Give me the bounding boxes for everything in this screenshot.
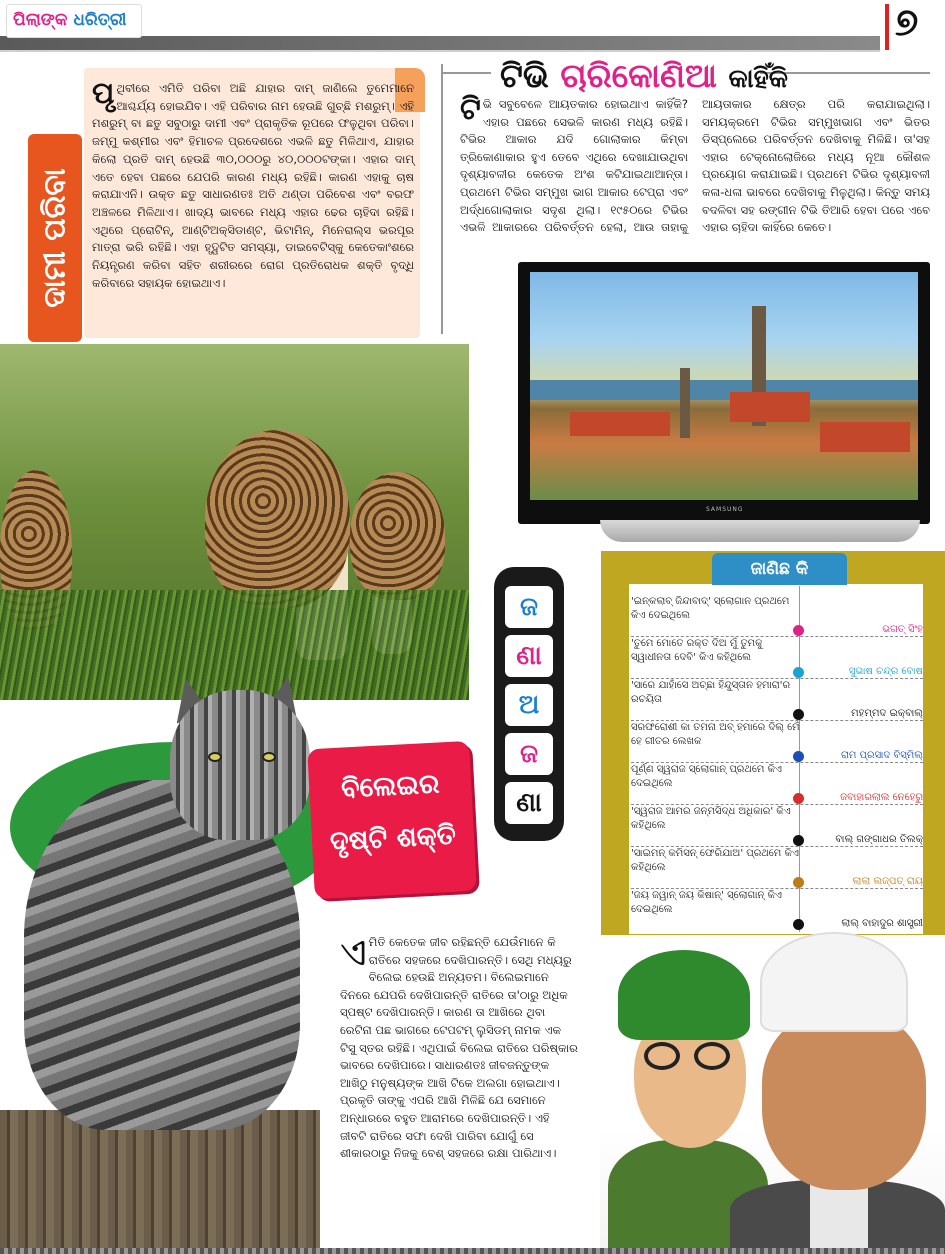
quiz-question: 'ଜୟ ଜୱାନ୍ ଜୟ କିଷାନ୍' ସ୍ଲୋଗାନ୍ କିଏ ଦେଇଥିଲେ (631, 890, 782, 915)
mushroom-cap (350, 472, 445, 600)
tv-screen (530, 272, 918, 500)
cat-article-body: ମିତି କେତେକ ଜୀବ ରହିଛନ୍ତି ଯେଉଁମାନେ କି ରାତିରେ ସହଜରେ ଦେଖିପାରନ୍ତି। ସେଥି ମଧ୍ୟରୁ ବିଲେଇ ହେଉଛି ଅନ୍ୟତମ। ବିଲେଇମାନେ ଦିନରେ ଯେପରି ଦେଖିପାରନ୍ତି ରାତିରେ ତା'ଠାରୁ ଅଧିକ ସ୍ପଷ୍ଟ ଦେଖିପାରନ୍ତି। କାରଣ ତା ଆଖିରେ ଥିବା ରେଟିନା ପଛ ଭାଗରେ ଟେପଟମ୍ ଲୁସିଡମ୍ ନାମକ ଏକ ଟିସୁ ସ୍ତର ରହିଛି। ଏଥିପାଇଁ ବିଲେଇ ରାତିରେ ପରିଷ୍କାର ଭାବରେ ଦେଖିପାରେ। ସାଧାରଣତଃ ଜୀବଜନ୍ତୁଙ୍କ ଆଖିଠୁ ମନୁଷ୍ୟଙ୍କ ଆଖି ଟିକେ ଅଲଗା ହୋଇଥାଏ। ପ୍ରକୃତି ତାଙ୍କୁ ଏପରି ଆଖି ମିଳିଛି ଯେ ସେମାନେ ଅନ୍ଧାରରେ ବହୁତ ଆରାମରେ ଦେଖିପାରନ୍ତି। ଏହି ଜୀବଟି ରାତିରେ ସଫା ଦେଖି ପାରିବା ଯୋଗୁଁ ସେ ଶୀକାରଠାରୁ ନିଜକୁ ବେଶ୍ ସହଜରେ ରକ୍ଷା ପାରିଥାଏ। (340, 935, 578, 1161)
quiz-dot (793, 835, 804, 846)
tv-dropcap: ଟି (460, 92, 481, 127)
glasses-icon (644, 1042, 680, 1070)
quiz-answer: ମହମ୍ମଦ ଇକ୍‌ବାଲ୍ (851, 708, 923, 719)
tv-article-title (500, 56, 788, 96)
masthead-logo (6, 4, 142, 38)
mushroom-photo (0, 344, 469, 700)
tv-title-part3: କାହିଁକି (728, 64, 789, 94)
header-bar (0, 36, 880, 50)
page-number: ୭ (895, 0, 919, 44)
tv-brand: SAMSUNG (706, 506, 744, 513)
game-letter-cell: ଜ (505, 586, 553, 628)
quiz-answer: ସୁଭାଷ ଚନ୍ଦ୍ର ବୋଷ (848, 666, 923, 677)
cat-article-title (307, 741, 477, 899)
quiz-question: 'ତୁମେ ମୋତେ ରକ୍ତ ଦିଅ ମୁଁ ତୁମକୁ ସ୍ୱାଧୀନତା ଦେବି' କିଏ କହିଥିଲେ (631, 638, 763, 663)
quiz-question: 'ଇନ୍‌କଲାବ୍ ଜିନ୍ଦାବାଦ୍' ସ୍ଲୋଗାନ ପ୍ରଥମେ କିଏ ଦେଇଥିଲେ (631, 596, 790, 621)
game-letter-cell: ଅ (505, 684, 553, 726)
tv-stand (600, 520, 920, 542)
quiz-answer: ଲାଲା ଲଜ୍‌ପତ୍ ରାୟ (852, 876, 923, 887)
quiz-question: ପୂର୍ଣ୍ଣ ସ୍ୱରାଜ ସ୍ଲୋଗାନ୍ ପ୍ରଥମେ କିଏ ଦେଇଥିଲେ (631, 764, 782, 789)
section-label-text: ଦାମୀ ପରିବା (37, 168, 73, 308)
quiz-answer: ଜବାହାରଲାଲ ନେହେରୁ (840, 792, 923, 803)
mushroom-article-body: ଥିବୀରେ ଏମିତି ପରିବା ଅଛି ଯାହାର ଦାମ୍ ଜାଣିଲେ ତୁମେମାନେ ଆଶ୍ଚର୍ଯ୍ୟ ହୋଇଯିବ। ଏହି ପରିବାର ନାମ ହେଉଛି ଗୁଚ୍ଛି ମଶରୁମ୍। ଏହି ମଶରୁମ୍ ବା ଛତୁ ସବୁଠାରୁ ଦାମୀ ଏବଂ ପ୍ରାକୃତିକ ରୂପରେ ଫଳୁଥିବା ପରିବା। ଜମ୍ମୁ କଶ୍ମୀର ଏବଂ ହିମାଚଳ ପ୍ରଦେଶରେ ଏଭଳି ଛତୁ ମିଳିଥାଏ, ଯାହାର କିଲୋ ପ୍ରତି ଦାମ୍ ହେଉଛି ୩୦,୦୦୦ରୁ ୪୦,୦୦୦ଟଙ୍କା। ଏହାର ଦାମ୍ ଏତେ ହେବା ପଛରେ ଯେପରି କାରଣ ମଧ୍ୟ ରହିଛି। କାରଣ ଏହାକୁ ଚାଷ କରାଯାଏନି। ଉକ୍ତ ଛତୁ ସାଧାରଣତଃ ଅତି ଥଣ୍ଡା ପରିବେଶ ଏବଂ ବରଫ ଅଞ୍ଚଳରେ ମିଳିଥାଏ। ଖାଦ୍ୟ ଭାବରେ ମଧ୍ୟ ଏହାର ଢେର ଚାହିଦା ରହିଛି। ଏଥିରେ ପ୍ରୋଟିନ୍, ଆଣ୍ଟିଅକ୍ସିଡାଣ୍ଟ, ଭିଟାମିନ୍, ମିନେରାଲ୍ସ ଭରପୂର ମାତ୍ରା ଭରି ରହିଛି। ଏହା ହୃଦ୍ଘଟିତ ସମସ୍ୟା, ଡାଇବେଟିସ୍‌କୁ କେତେକାଂଶରେ ନିୟନ୍ତ୍ରଣ କରିବା ସହିତ ଶରୀରରେ ରୋଗ ପ୍ରତିରୋଧକ ଶକ୍ତି ବୃଦ୍ଧି କରିବାରେ ସହାୟକ ହୋଇଥାଏ। (92, 81, 414, 290)
tv-tower (680, 368, 690, 438)
mushroom-dropcap: ପୃ (92, 76, 115, 111)
game-letter-cell: ଣା (505, 782, 553, 824)
shastri-face (762, 1012, 926, 1190)
tv-roof (820, 422, 910, 452)
tv-frame-line (441, 72, 491, 74)
shastri-cap (760, 932, 908, 1032)
quiz-dot (793, 919, 804, 930)
quiz-dot (793, 793, 804, 804)
quiz-dot (793, 709, 804, 720)
quiz-dot (793, 667, 804, 678)
quiz-answer: ରାମ ପ୍ରସାଦ ବିସ୍‌ମିଲ୍ (840, 750, 923, 761)
glasses-icon (694, 1042, 730, 1070)
cat-title-line1: ବିଲେଇର (340, 768, 441, 805)
game-letter-cell: ଜ (505, 733, 553, 775)
bose-cap (618, 950, 750, 1040)
mushroom-article-text (92, 76, 414, 292)
grass (0, 590, 469, 700)
quiz-question: ସରଫରୋଶୀ କା ତମନା ଅବ୍ ହମାରେ ଦିଲ୍ ମେଁ ହେ ଗୀତର ଲେଖକ (631, 722, 800, 747)
tv-roof (570, 412, 670, 436)
shastri-shirt (810, 1180, 868, 1254)
quiz-dot (793, 877, 804, 888)
tv-frame-line (441, 64, 443, 334)
mushroom-cap (205, 430, 350, 608)
masthead-part2: ଧରିତ୍ରୀ (73, 10, 127, 30)
tv-article-body: ଭି ସବୁବେଳେ ଆୟତକାର ହୋଇଥାଏ କାହିଁକି? ଏହାର ପଛରେ ସେଭଳି କାରଣ ମଧ୍ୟ ରହିଛି। ଟିଭିର ଆକାର ଯଦି ଗୋଲାକାର କିମ୍ବା ତ୍ରିକୋଣାକାର ହୁଏ ତେବେ ଏଥିରେ ଦେଖାଯାଉଥିବା ଦୃଶ୍ୟାବଳୀର କେତେକ ଅଂଶ କଟିଯାଇଥାଆନ୍ତା। ପ୍ରଥମେ ଟିଭିର ସମ୍ମୁଖ ଭାଗ ଆକାର ଟେପ୍ରା ଏବଂ ଅର୍ଦ୍ଧଗୋଲାକାର ସଦୃଶ ଥିଲା। ୧୯୫୦ରେ ଟିଭିର ଏଭଳି ଆକାରରେ ପରିବର୍ତ୍ତନ ହେଲା, ଆଉ ତାହାକୁ ଆୟତାକାର କ୍ଷେତ୍ର ପରି କରାଯାଇଥିଲା। ସମୟକ୍ରମେ ଟିଭିର ସମ୍ମୁଖଭାଗ ଏବଂ ଭିତର ଡିସ୍‌ପ୍ଲେରେ ପରିବର୍ତ୍ତନ ଦେଖିବାକୁ ମିଳିଛି। ତା'ସହ ଏହାର ଟେକ୍ନୋଲୋଜିରେ ମଧ୍ୟ ନୂଆ କୌଶଳ ପ୍ରୟୋଗ କରାଯାଇଛି। ପ୍ରଥମେ ଟିଭିର ଦୃଶ୍ୟାବଳୀ କଳା-ଧଳା ଭାବରେ ଦେଖିବାକୁ ମିଳୁଥିଲା। କିନ୍ତୁ ସମୟ ବଦଳିବା ସହ ରଙ୍ଗୀନ ଟିଭି ତିଆରି ହେବା ପରେ ଏବେ ଏହାର ଚାହିଦା କାହିଁରେ କେତେ। (460, 97, 930, 235)
tv-title-part2: ଚାରିକୋଣିଆ (560, 56, 717, 95)
cat-eye (262, 752, 276, 762)
cat-head (170, 690, 310, 840)
cat-eye (208, 752, 222, 762)
footer-bar (0, 1248, 945, 1254)
tv-title-part1: ଟିଭି (500, 56, 549, 95)
page-number-divider (885, 4, 889, 50)
cat-title-line2: ଦୃଷ୍ଟି ଶକ୍ତି (329, 819, 457, 858)
quiz-answer: ଲାଲ୍ ବାହାଦୁର ଶାସ୍ତ୍ରୀ (841, 918, 923, 929)
quiz-dot (793, 625, 804, 636)
quiz-answer: ବାଲ୍ ଗଙ୍ଗାଧର ତିଲକ୍ (835, 834, 923, 845)
game-letter-cell: ଣା (505, 635, 553, 677)
quiz-question: 'ସ୍ୱରାଜ ଆମର ଜନ୍ମସିଦ୍ଧ ଅଧିକାର' କିଏ କହିଥିଲେ (631, 806, 791, 831)
tv-sea (530, 380, 918, 400)
masthead-part1: ପିଲାଙ୍କ (13, 10, 68, 30)
section-label-vertical (28, 134, 82, 342)
cat-dropcap: ଏ (340, 930, 367, 974)
wooden-post (0, 1110, 320, 1254)
header-rule (0, 50, 880, 52)
tv-article-text (460, 92, 930, 237)
quiz-question: 'ସାଇମନ୍ କମିସନ୍ ଫେରିଯାଅ' ପ୍ରଥମେ କିଏ କହିଥିଲେ (631, 848, 799, 873)
quiz-question: 'ସାରେ ଯାହାଁସେ ଅଚ୍ଛା ହିନ୍ଦୁସ୍ତାନ ହମାରା'ର ରଚୟିତା (631, 680, 791, 705)
tv-roof (730, 392, 810, 422)
quiz-dot (793, 751, 804, 762)
cat-article-text (340, 930, 578, 1163)
quiz-answer: ଭଗତ୍ ସିଂହ (882, 624, 923, 635)
quiz-heading: ଜାଣିଛ କି (712, 553, 847, 585)
